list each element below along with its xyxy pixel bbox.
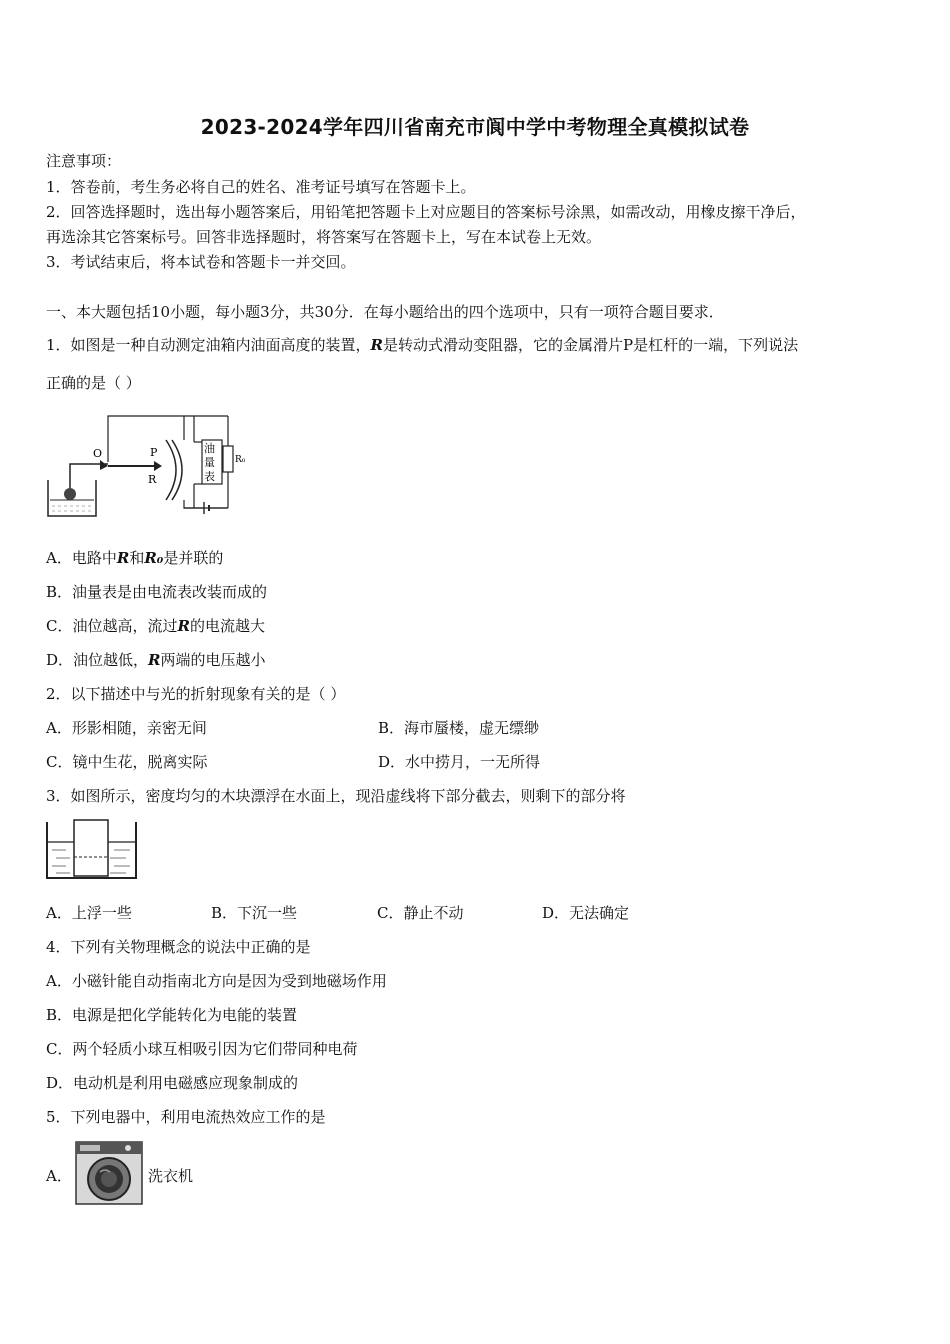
float-ball: [64, 488, 76, 500]
q1-option-c: [46, 616, 265, 636]
q1-option-a-post: 是并联的: [163, 549, 224, 567]
q3-option-a: A．上浮一些: [46, 904, 132, 922]
q1-option-a-r0: R₀: [144, 549, 164, 567]
q3-option-c: C．静止不动: [377, 904, 464, 922]
washing-machine-image: [72, 1140, 146, 1206]
q1-stem-r: R: [370, 336, 384, 354]
q3-option-d: D．无法确定: [542, 904, 630, 922]
q4-option-a: A．小磁针能自动指南北方向是因为受到地磁场作用: [46, 972, 387, 990]
section-heading: 一、本大题包括10小题，每小题3分，共30分．在每小题给出的四个选项中，只有一项符合题目要求．: [46, 303, 724, 321]
oil-gauge-circuit-figure: [44, 410, 254, 522]
meter-label-2: 量: [204, 456, 215, 469]
q3-option-b: B．下沉一些: [211, 904, 298, 922]
meter-label-3: 表: [204, 470, 215, 483]
q3-stem: 3．如图所示，密度均匀的木块漂浮在水面上，现沿虚线将下部分截去，则剩下的部分将: [46, 787, 626, 805]
q4-option-b: B．电源是把化学能转化为电能的装置: [46, 1006, 298, 1024]
q1-stem-part-a: 1．如图是一种自动测定油箱内油面高度的装置，: [46, 336, 371, 354]
notice-item-2-line-1: 2．回答选择题时，选出每小题答案后，用铅笔把答题卡上对应题目的答案标号涂黑，如需改动，用橡皮擦干净后，: [46, 203, 806, 221]
q1-option-a-r: R: [116, 549, 130, 567]
page-title: 2023-2024学年四川省南充市阆中学中考物理全真模拟试卷: [200, 115, 750, 139]
notice-item-1: 1．答卷前，考生务必将自己的姓名、准考证号填写在答题卡上。: [46, 178, 476, 196]
q5-option-a-text: 洗衣机: [148, 1167, 194, 1185]
q1-option-d-r: R: [148, 651, 161, 669]
q4-option-d: D．电动机是利用电磁感应现象制成的: [46, 1074, 299, 1092]
q1-option-b: B．油量表是由电流表改装而成的: [46, 583, 268, 601]
variable-resistor: [166, 440, 176, 500]
label-r: R: [148, 473, 157, 486]
floating-block-figure: [44, 818, 140, 882]
notice-item-3: 3．考试结束后，将本试卷和答题卡一并交回。: [46, 253, 356, 271]
wooden-block: [74, 820, 108, 876]
q1-option-a: [46, 548, 223, 568]
notice-item-2-line-2: 再选涂其它答案标号。回答非选择题时，将答案写在答题卡上，写在本试卷上无效。: [46, 228, 602, 246]
q1-stem: [46, 335, 798, 355]
label-p: P: [150, 446, 158, 459]
q5-option-a-letter: A．: [46, 1167, 72, 1185]
q2-option-b: B．海市蜃楼，虚无缥缈: [378, 719, 540, 737]
q1-stem-part-b: 是转动式滑动变阻器，它的金属滑片P是杠杆的一端，下列说法: [383, 336, 799, 354]
q2-option-a: A．形影相随，亲密无间: [46, 719, 207, 737]
q5-stem: 5．下列电器中，利用电流热效应工作的是: [46, 1108, 326, 1126]
q4-stem: 4．下列有关物理概念的说法中正确的是: [46, 938, 311, 956]
slider-p: [154, 461, 162, 471]
q1-option-a-pre: A．电路中: [46, 549, 117, 567]
q1-option-c-post: 的电流越大: [189, 617, 265, 635]
label-o: O: [93, 447, 103, 460]
q2-option-c: C．镜中生花，脱离实际: [46, 753, 208, 771]
q2-stem: 2．以下描述中与光的折射现象有关的是（ ）: [46, 685, 346, 703]
q1-option-c-pre: C．油位越高，流过: [46, 617, 178, 635]
q1-option-c-r: R: [177, 617, 190, 635]
meter-label-1: 油: [204, 442, 215, 455]
resistor-r0: [223, 446, 233, 472]
q1-option-d-pre: D．油位越低，: [46, 651, 149, 669]
q1-option-d: [46, 650, 266, 670]
q1-option-a-mid: 和: [129, 549, 145, 567]
q1-option-d-post: 两端的电压越小: [160, 651, 266, 669]
label-r0: R₀: [235, 455, 246, 465]
q4-option-c: C．两个轻质小球互相吸引因为它们带同种电荷: [46, 1040, 358, 1058]
q2-option-d: D．水中捞月，一无所得: [378, 753, 541, 771]
notice-heading: 注意事项：: [46, 152, 122, 170]
q1-stem-line-2: 正确的是（ ）: [46, 374, 141, 392]
